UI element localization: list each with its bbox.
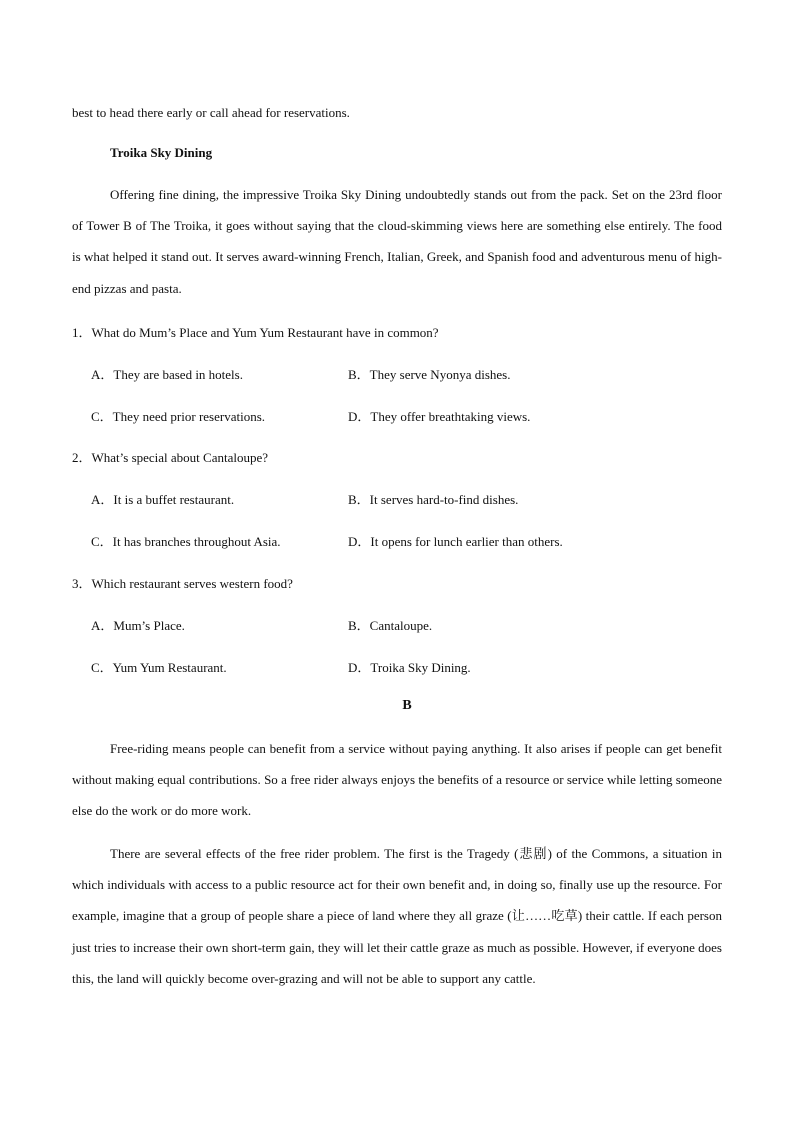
q2-option-b[interactable]: B．It serves hard-to-find dishes. [348,492,519,507]
question-3: 3．Which restaurant serves western food? [72,576,293,591]
question-2: 2．What’s special about Cantaloupe? [72,450,269,465]
intro-tail-line: best to head there early or call ahead for reservations. [72,105,350,120]
question-1: 1．What do Mum’s Place and Yum Yum Restaurant have in common? [72,325,439,340]
q1-option-b[interactable]: B．They serve Nyonya dishes. [348,367,511,382]
q1-option-a[interactable]: A．They are based in hotels. [91,367,243,382]
q1-option-d[interactable]: D．They offer breathtaking views. [348,409,531,424]
section-b-paragraph-1: Free-riding means people can benefit from a service without paying anything. It also arises if people can get benefit without making equal contributions. So a free rider always enjoys the benefits of a resource or service while letting someone else do the work or do more work. [72,741,722,819]
q3-option-d[interactable]: D．Troika Sky Dining. [348,660,471,675]
q2-option-a[interactable]: A．It is a buffet restaurant. [91,492,235,507]
q2-option-d[interactable]: D．It opens for lunch earlier than others. [348,534,563,549]
q3-option-b[interactable]: B．Cantaloupe. [348,618,433,633]
troika-paragraph: Offering fine dining, the impressive Troika Sky Dining undoubtedly stands out from the pack. Set on the 23rd floor of Tower B of The Troika, it goes without saying that the cloud-skimming views here are something else entirely. The food is what helped it stand out. It serves award-winning French, Italian, Greek, and Spanish food and adventurous menu of high-end pizzas and pasta. [72,187,722,296]
troika-paragraph-block [72,179,722,304]
troika-heading: Troika Sky Dining [110,145,213,160]
section-b-label: B [402,698,412,713]
q3-option-a[interactable]: A．Mum’s Place. [91,618,185,633]
section-b-paragraph-2: There are several effects of the free rider problem. The first is the Tragedy (悲剧) of the Commons, a situation in which individuals with access to a public resource act for their own benefit and, in doing so, finally use up the resource. For example, imagine that a group of people share a piece of land where they all graze (让……吃草) their cattle. If each person just tries to increase their own short-term gain, they will let their cattle graze as much as possible. However, if everyone does this, the land will quickly become over-grazing and will not be able to support any cattle. [72,846,722,986]
q2-option-c[interactable]: C．It has branches throughout Asia. [91,534,281,549]
section-b-para2-block [72,838,722,994]
q3-option-c[interactable]: C．Yum Yum Restaurant. [91,660,227,675]
q1-option-c[interactable]: C．They need prior reservations. [91,409,266,424]
section-b-para1-block [72,733,722,827]
